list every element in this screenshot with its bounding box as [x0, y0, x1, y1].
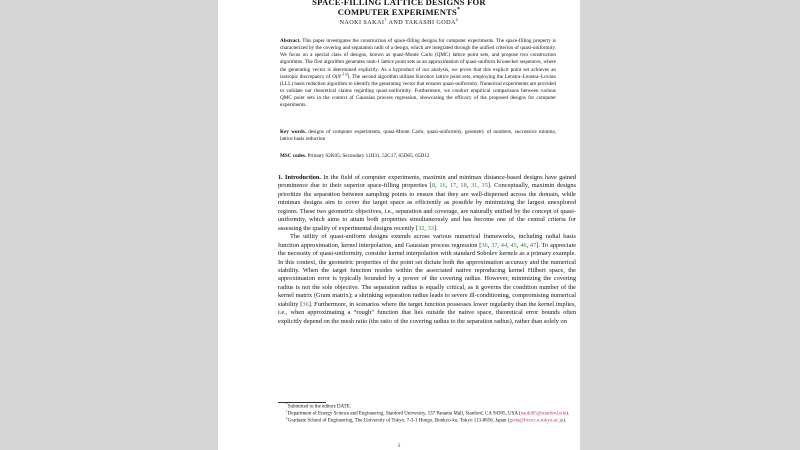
author-2-mark: ‡ [455, 16, 459, 22]
citation-link[interactable]: 18 [460, 182, 467, 190]
keywords-text: designs of computer experiments, quasi-Monte Carlo, quasi-uniformity, geometry of numbers, successive minima, lattice basis reduction [280, 129, 557, 143]
footnote-3-mark: ‡ [286, 415, 288, 420]
author-1-mark: † [384, 16, 387, 22]
citation-link[interactable]: 44 [500, 241, 508, 249]
footnote-1 [278, 404, 576, 411]
citation-link[interactable]: 33 [427, 224, 434, 232]
keywords-block [280, 129, 556, 143]
citation-link[interactable]: 46 [520, 241, 527, 249]
p1-text-b: ]. Conceptually, maximin designs prioritize the separation between sampling points to ensure that they are well-dispersed across the domain, while minimax designs aim to cover the target space as efficiently as possible by minimizing the largest unexplored regions. These two geometric objectives, i.e., separation and coverage, are naturally unified by the concept of quasi-uniformity, which aims to attain both properties simultaneously and has become one of the central criteria for assessing the quality of experimental designs recently [ [278, 182, 576, 232]
title-line-2: COMPUTER EXPERIMENTS [337, 6, 458, 17]
intro-paragraph-1: 1. Introduction. In the field of computer experiments, maximin and minimax distance-based designs have gained prominence due to their superior space-filling properties [8, 16, 17, 18, 31, 35]. Conceptually, maximin designs prioritize the separation between sampling points to ensure that they are well-dispersed across the domain, while minimax designs aim to cover the target space as efficiently as possible by minimizing the largest unexplored regions. These two geometric objectives, i.e., separation and coverage, are naturally unified by the concept of quasi-uniformity, which aims to attain both properties simultaneously and has become one of the central criteria for assessing the quality of experimental designs recently [32, 33]. [278, 174, 577, 232]
author-2: TAKASHI GODA [404, 19, 456, 26]
citation-link[interactable]: 31 [470, 182, 478, 190]
email-link[interactable]: goda@frcer.t.u-tokyo.ac.jp [509, 418, 564, 424]
footnote-2 [278, 408, 576, 418]
citation-link[interactable]: 45 [510, 241, 517, 249]
footnote-1-text: Submitted to the editors DATE. [287, 404, 351, 410]
title-footnote-mark: * [457, 6, 461, 13]
section-heading: 1. Introduction. [278, 174, 322, 181]
abstract-math: $O(N^{-1/d})$ [331, 72, 350, 80]
msc-codes-block [280, 153, 556, 160]
footnote-3-text: Graduate School of Engineering, The University of Tokyo, 7-3-1 Hongo, Bunkyo-ku, Tokyo 113-8656, Japan ( [287, 418, 510, 424]
email-link[interactable]: naoki65@stanford.edu [520, 411, 567, 417]
msc-text: Primary 62K05; Secondary 11H31, 52C17, 65D05, 65D12 [307, 153, 430, 159]
intro-paragraph-2: The utility of quasi-uniform designs extends across various numerical frameworks, including radial basis function approximation, kernel interpolation, and Gaussian process regression [36, 37, 44, 45, 46, 47]. To appreciate the necessity of quasi-uniformity, consider kernel interpolation with standard Sobolev kernels as a primary example. In this context, the geometric properties of the point set dictate both the approximation accuracy and the numerical stability. When the target function resides within the associated native reproducing kernel Hilbert space, the approximation error is typically bounded by a power of the covering radius. However, minimizing the covering radius is not the sole objective. The separation radius is equally critical, as it governs the condition number of the kernel matrix (Gram matrix); a shrinking separation radius leads to severe ill-conditioning, compromising numerical stability [36]. Furthermore, in scenarios where the target function possesses lower regularity than the kernel implies, i.e., when approximating a “rough” function that lies outside the native space, theoretical error bounds often explicitly depend on the mesh ratio (the ratio of the covering radius to the separation radius), rather than solely on [278, 233, 577, 325]
footnotes [278, 404, 576, 425]
p2-text-b: ]. To appreciate the necessity of quasi-uniformity, consider kernel interpolation with standard Sobolev kernels as a primary example. In this context, the geometric properties of the point set dictate both the approximation accuracy and the numerical stability. When the target function resides within the associated native reproducing kernel Hilbert space, the approximation error is typically bounded by a power of the covering radius. However, minimizing the covering radius is not the sole objective. The separation radius is equally critical, as it governs the condition number of the kernel matrix (Gram matrix); a shrinking separation radius leads to severe ill-conditioning, compromising numerical stability [ [278, 241, 577, 308]
citation-link[interactable]: 32 [418, 224, 425, 232]
p2-text-a: The utility of quasi-uniform designs extends across various numerical frameworks, including radial basis function approximation, kernel interpolation, and Gaussian process regression [ [278, 233, 576, 249]
footnote-3 [278, 415, 576, 425]
citation-link[interactable]: 35 [481, 182, 488, 190]
citation-link[interactable]: 16 [439, 182, 446, 190]
citation-link[interactable]: 37 [491, 241, 498, 249]
citation-link[interactable]: 17 [449, 182, 457, 190]
title-line-1: SPACE-FILLING LATTICE DESIGNS FOR [312, 0, 486, 7]
paper-page [218, 0, 580, 450]
citation-link[interactable]: 8 [431, 182, 436, 190]
abstract-block [280, 38, 556, 110]
introduction-section [278, 174, 576, 326]
footnote-2-end: ). [566, 411, 570, 417]
author-line [218, 16, 580, 26]
page-number: 1 [397, 443, 401, 449]
p1-text-a: In the field of computer experiments, maximin and minimax distance-based designs have gained prominence due to their superior space-filling properties [ [278, 174, 577, 190]
p1-text-end: ]. [433, 224, 438, 232]
citation-link[interactable]: 36 [481, 241, 488, 249]
author-1: NAOKI SAKAI [339, 19, 385, 26]
abstract-text-a: This paper investigates the construction of space-filling designs for computer experiments. The space-filling property is characterized by the covering and separation radii of a design, which are integrated through the unified criterion of quasi-uniformity. We focus on a special class of designs, known as quasi-Monte Carlo (QMC) lattice point sets, and propose two construction algorithms. The first algorithm generates rank-1 lattice point sets as an approximation of quasi-uniform Kronecker sequences, where the generating vector is determined explicitly. As a byproduct of our analysis, we prove that this explicit point set achieves an isotropic discrepancy of [280, 38, 557, 80]
footnote-1-mark: * [286, 402, 288, 406]
footnote-3-end: ). [563, 418, 567, 424]
abstract-text-b: . The second algorithm utilizes Korobov lattice point sets, employing the Lenstra–Lenstra–Lovász (LLL) basis reduction algorithm to identify the generating vector that ensures quasi-uniformity. Numerical experiments are provided to validate our theoretical claims regarding quasi-uniformity. Furthermore, we conduct empirical comparisons between various QMC point sets in the context of Gaussian process regression, showcasing the efficacy of the proposed designs for computer experiments. [280, 73, 556, 109]
citation-link[interactable]: 36 [302, 300, 309, 308]
author-conjunction: AND [386, 19, 405, 26]
abstract-label: Abstract. [280, 38, 301, 44]
footnote-2-text: Department of Energy Science and Engineering, Stanford University, 537 Panama Mall, Stanford, CA 94305, USA ( [287, 411, 521, 417]
keywords-label: Key words. [280, 129, 307, 135]
paper-title [218, 0, 580, 17]
footnote-2-mark: † [286, 408, 288, 413]
p2-text-c: ]. Furthermore, in scenarios where the target function possesses lower regularity than the kernel implies, i.e., when approximating a “rough” function that lies outside the native space, theoretical error bounds often explicitly depend on the mesh ratio (the ratio of the covering radius to the separation radius), rather than solely on [278, 300, 576, 325]
msc-label: MSC codes. [280, 153, 307, 159]
citation-link[interactable]: 47 [529, 241, 537, 249]
